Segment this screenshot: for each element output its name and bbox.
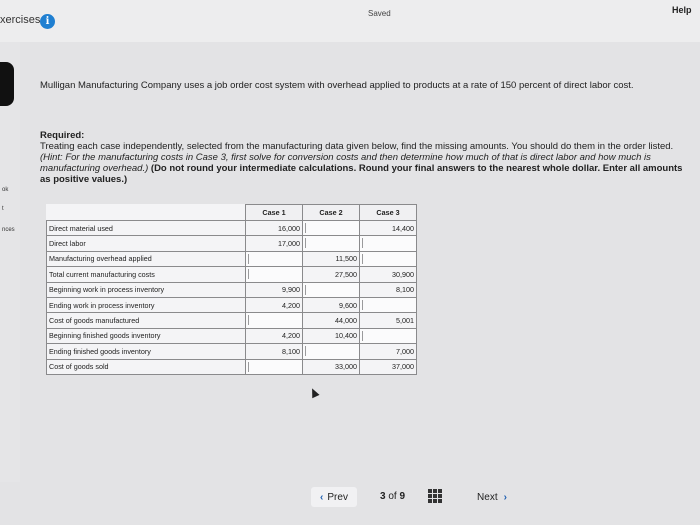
given-value: 5,001 [360, 313, 417, 328]
given-value: 4,200 [246, 297, 303, 312]
info-icon[interactable]: i [40, 14, 55, 29]
page-title: xercises [0, 14, 41, 26]
row-label: Ending finished goods inventory [47, 344, 246, 359]
column-header-case-1: Case 1 [246, 205, 303, 221]
case-data-table [46, 204, 417, 375]
given-value: 16,000 [246, 221, 303, 236]
table-header-blank [47, 205, 246, 221]
page-current: 3 [380, 491, 386, 502]
given-value: 4,200 [246, 328, 303, 343]
answer-input[interactable] [246, 267, 303, 282]
row-label: Cost of goods manufactured [47, 313, 246, 328]
row-label: Ending work in process inventory [47, 297, 246, 312]
chevron-right-icon: › [503, 491, 507, 503]
row-label: Total current manufacturing costs [47, 267, 246, 282]
required-hint: (Hint: For the manufacturing costs in Case 3, first solve for conversion costs and then determine how much of that is direct labor and how much is manufacturing overhead.) [40, 152, 651, 174]
given-value: 33,000 [303, 359, 360, 374]
given-value: 11,500 [303, 251, 360, 266]
answer-input[interactable] [303, 344, 360, 359]
row-label: Direct labor [47, 236, 246, 251]
given-value: 27,500 [303, 267, 360, 282]
table-row [47, 236, 417, 251]
required-text: Treating each case independently, selected from the manufacturing data given below, find the missing amounts. You should do them in the order listed. [40, 141, 674, 152]
top-bar [0, 0, 700, 42]
table-row [47, 328, 417, 343]
required-heading: Required: [40, 130, 85, 141]
answer-input[interactable] [360, 251, 417, 266]
given-value: 44,000 [303, 313, 360, 328]
page-total: 9 [399, 491, 406, 502]
answer-input[interactable] [246, 359, 303, 374]
question-number-tab[interactable] [0, 62, 14, 106]
column-header-case-2: Case 2 [303, 205, 360, 221]
help-link[interactable]: Help [672, 5, 692, 15]
saved-status: Saved [368, 9, 391, 18]
sidebar-label-ok: ok [2, 187, 9, 193]
sidebar-label-nces: nces [2, 227, 15, 233]
given-value: 14,400 [360, 221, 417, 236]
answer-input[interactable] [360, 297, 417, 312]
table-row [47, 297, 417, 312]
next-button[interactable] [466, 487, 518, 507]
question-sidebar [0, 42, 20, 525]
table-row [47, 282, 417, 297]
grid-icon[interactable] [428, 489, 442, 503]
table-row [47, 251, 417, 266]
row-label: Direct material used [47, 221, 246, 236]
page-indicator [380, 491, 405, 502]
given-value: 8,100 [360, 282, 417, 297]
table-row [47, 267, 417, 282]
required-rounding-note: (Do not round your intermediate calculations. Round your final answers to the nearest whole dollar. Enter all amounts as positive values.) [40, 163, 683, 185]
table-row [47, 221, 417, 236]
chevron-left-icon: ‹ [320, 491, 324, 503]
given-value: 10,400 [303, 328, 360, 343]
answer-input[interactable] [360, 236, 417, 251]
sidebar-label-t: t [2, 206, 4, 212]
answer-input[interactable] [303, 282, 360, 297]
table-row [47, 359, 417, 374]
question-intro: Mulligan Manufacturing Company uses a job order cost system with overhead applied to products at a rate of 150 percent of direct labor cost. [40, 80, 634, 91]
given-value: 9,600 [303, 297, 360, 312]
prev-button[interactable] [311, 487, 357, 507]
row-label: Beginning work in process inventory [47, 282, 246, 297]
given-value: 8,100 [246, 344, 303, 359]
answer-input[interactable] [360, 328, 417, 343]
table-row [47, 344, 417, 359]
row-label: Beginning finished goods inventory [47, 328, 246, 343]
answer-input[interactable] [303, 236, 360, 251]
given-value: 30,900 [360, 267, 417, 282]
required-instructions [40, 141, 688, 185]
given-value: 7,000 [360, 344, 417, 359]
given-value: 9,900 [246, 282, 303, 297]
answer-input[interactable] [246, 313, 303, 328]
column-header-case-3: Case 3 [360, 205, 417, 221]
page-of: of [388, 491, 397, 502]
row-label: Cost of goods sold [47, 359, 246, 374]
prev-label: Prev [327, 491, 348, 503]
next-label: Next [477, 491, 498, 503]
given-value: 17,000 [246, 236, 303, 251]
table-row [47, 313, 417, 328]
answer-input[interactable] [246, 251, 303, 266]
given-value: 37,000 [360, 359, 417, 374]
row-label: Manufacturing overhead applied [47, 251, 246, 266]
answer-input[interactable] [303, 221, 360, 236]
